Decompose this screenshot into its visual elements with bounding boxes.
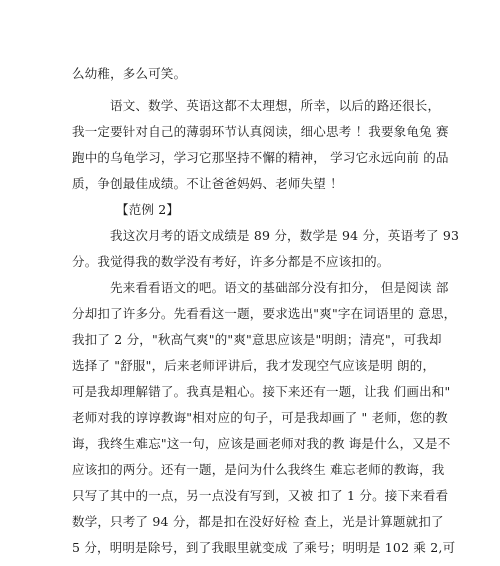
text-line: 数学，只考了 94 分，都是扣在没好好检 查上，光是计算题就扣了 — [72, 514, 444, 529]
text-line: 么幼稚，多么可笑。 — [72, 66, 187, 81]
text-line: 我扣了 2 分，"秋高气爽"的"爽"意思应该是"明朗；清亮"，可我却 — [72, 332, 442, 347]
text-line: 5 分，明明是除号，到了我眼里就变成 了乘号；明明是 102 乘 2,可 — [72, 540, 456, 555]
text-line: 可是我却理解错了。我真是粗心。接下来还有一题，让我 们画出和" — [72, 384, 451, 399]
section-heading: 【范例 2】 — [116, 202, 180, 217]
text-line: 跑中的乌龟学习，学习它那坚持不懈的精神， 学习它永远向前 的品 — [72, 150, 449, 165]
text-line: 我一定要针对自己的薄弱环节认真阅读，细心思考 ！我要象龟兔 赛 — [72, 124, 449, 139]
text-line: 老师对我的谆谆教诲"相对应的句子，可是我却画了 " 老师，您的教 — [72, 410, 448, 425]
text-line: 质，争创最佳成绩。不让爸爸妈妈、老师失望 ！ — [72, 176, 343, 191]
text-line: 先来看看语文的吧。语文的基础部分没有扣分， 但是阅读 部 — [110, 280, 449, 295]
text-line: 我这次月考的语文成绩是 89 分，数学是 94 分，英语考了 93 — [110, 228, 460, 243]
text-line: 只写了其中的一点，另一点没有写到，又被 扣了 1 分。接下来看看 — [72, 488, 449, 503]
text-line: 分。我觉得我的数学没有考好，许多分都是不应该扣的。 — [72, 254, 390, 269]
text-line: 应该扣的两分。还有一题，是问为什么我终生 难忘老师的教诲，我 — [72, 462, 445, 477]
text-line: 诲，我终生难忘"这一句，应该是画老师对我的教 诲是什么，又是不 — [72, 436, 451, 451]
text-line: 选择了 "舒服"，后来老师评讲后，我才发现空气应该是明 朗的， — [72, 358, 436, 373]
text-line: 语文、数学、英语这都不太理想，所幸，以后的路还很长， — [110, 98, 441, 113]
text-line: 分却扣了许多分。先看看这一题，要求选出"爽"字在词语里的 意思， — [72, 306, 457, 321]
